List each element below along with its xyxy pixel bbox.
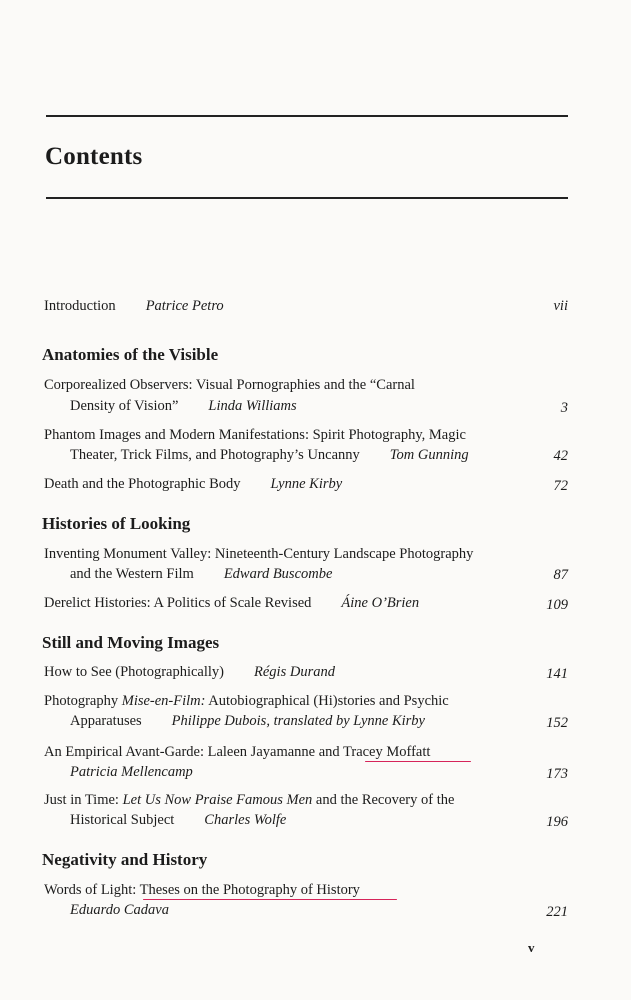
- toc-entry: Words of Light: Theses on the Photography of History: [44, 882, 360, 898]
- entry-title: Derelict Histories: A Politics of Scale Revised: [44, 595, 312, 611]
- top-rule: [46, 115, 568, 117]
- pen-underline: [365, 761, 471, 762]
- entry-page: 3: [560, 400, 568, 416]
- entry-title: Introduction: [44, 298, 116, 314]
- entry-author: Philippe Dubois, translated by Lynne Kirby: [171, 713, 425, 729]
- entry-page: 42: [553, 448, 568, 464]
- toc-entry-cont: [70, 565, 332, 583]
- toc-entry: [44, 475, 342, 493]
- intro-entry: [44, 297, 224, 315]
- entry-page: 87: [553, 567, 568, 583]
- section-heading: Histories of Looking: [42, 514, 191, 533]
- toc-entry: An Empirical Avant-Garde: Laleen Jayamanne and Tracey Moffatt: [44, 744, 431, 760]
- section-heading: Anatomies of the Visible: [42, 345, 219, 364]
- entry-author: Eduardo Cadava: [70, 902, 169, 918]
- toc-entry-cont: [70, 811, 286, 829]
- entry-page: 196: [546, 814, 568, 830]
- entry-title-italic: Let Us Now Praise Famous Men: [122, 792, 313, 808]
- entry-author: Patrice Petro: [145, 298, 224, 314]
- entry-page: 152: [546, 715, 568, 731]
- entry-page: vii: [553, 298, 568, 314]
- page-title: Contents: [45, 143, 143, 170]
- entry-page: 221: [546, 904, 568, 920]
- entry-author: Linda Williams: [208, 398, 297, 414]
- entry-author: Áine O’Brien: [341, 595, 420, 611]
- bottom-rule: [46, 197, 568, 199]
- entry-author: Patricia Mellencamp: [70, 764, 193, 780]
- toc-entry: [44, 791, 454, 809]
- entry-title: Theater, Trick Films, and Photography’s Uncanny: [70, 447, 360, 463]
- toc-entry-cont: [70, 446, 469, 464]
- entry-title: and the Western Film: [70, 566, 194, 582]
- page-number: v: [528, 940, 535, 955]
- entry-author: Régis Durand: [254, 664, 335, 680]
- entry-page: 72: [553, 478, 568, 494]
- toc-entry-cont: [70, 397, 297, 415]
- section-heading: Still and Moving Images: [42, 633, 220, 652]
- entry-title: Historical Subject: [70, 812, 175, 828]
- entry-author: Edward Buscombe: [223, 566, 333, 582]
- toc-entry-cont: [70, 712, 425, 730]
- entry-title-pre: Photography: [44, 693, 122, 709]
- entry-title: Death and the Photographic Body: [44, 476, 241, 492]
- entry-page: 173: [546, 766, 568, 782]
- section-heading: Negativity and History: [42, 850, 208, 869]
- entry-title: How to See (Photographically): [44, 664, 225, 680]
- entry-author: Tom Gunning: [389, 447, 469, 463]
- entry-author: Lynne Kirby: [270, 476, 343, 492]
- entry-title-post: Autobiographical (Hi)stories and Psychic: [205, 693, 449, 709]
- toc-entry-cont: [70, 901, 169, 919]
- entry-title-post: and the Recovery of the: [312, 792, 455, 808]
- toc-entry-cont: [70, 763, 193, 781]
- toc-entry: [44, 594, 419, 612]
- toc-entry: [44, 663, 335, 681]
- toc-entry: Phantom Images and Modern Manifestations: Spirit Photography, Magic: [44, 427, 466, 443]
- entry-title: Density of Vision”: [70, 398, 179, 414]
- toc-entry: [44, 692, 449, 710]
- entry-title: Apparatuses: [70, 713, 142, 729]
- toc-entry: Corporealized Observers: Visual Pornographies and the “Carnal: [44, 377, 415, 393]
- entry-page: 141: [546, 666, 568, 682]
- entry-title-pre: Just in Time:: [44, 792, 123, 808]
- entry-author: Charles Wolfe: [204, 812, 287, 828]
- toc-entry: Inventing Monument Valley: Nineteenth-Century Landscape Photography: [44, 546, 474, 562]
- entry-title-italic: Mise-en-Film:: [121, 693, 206, 709]
- entry-page: 109: [546, 597, 568, 613]
- pen-underline: [143, 899, 397, 900]
